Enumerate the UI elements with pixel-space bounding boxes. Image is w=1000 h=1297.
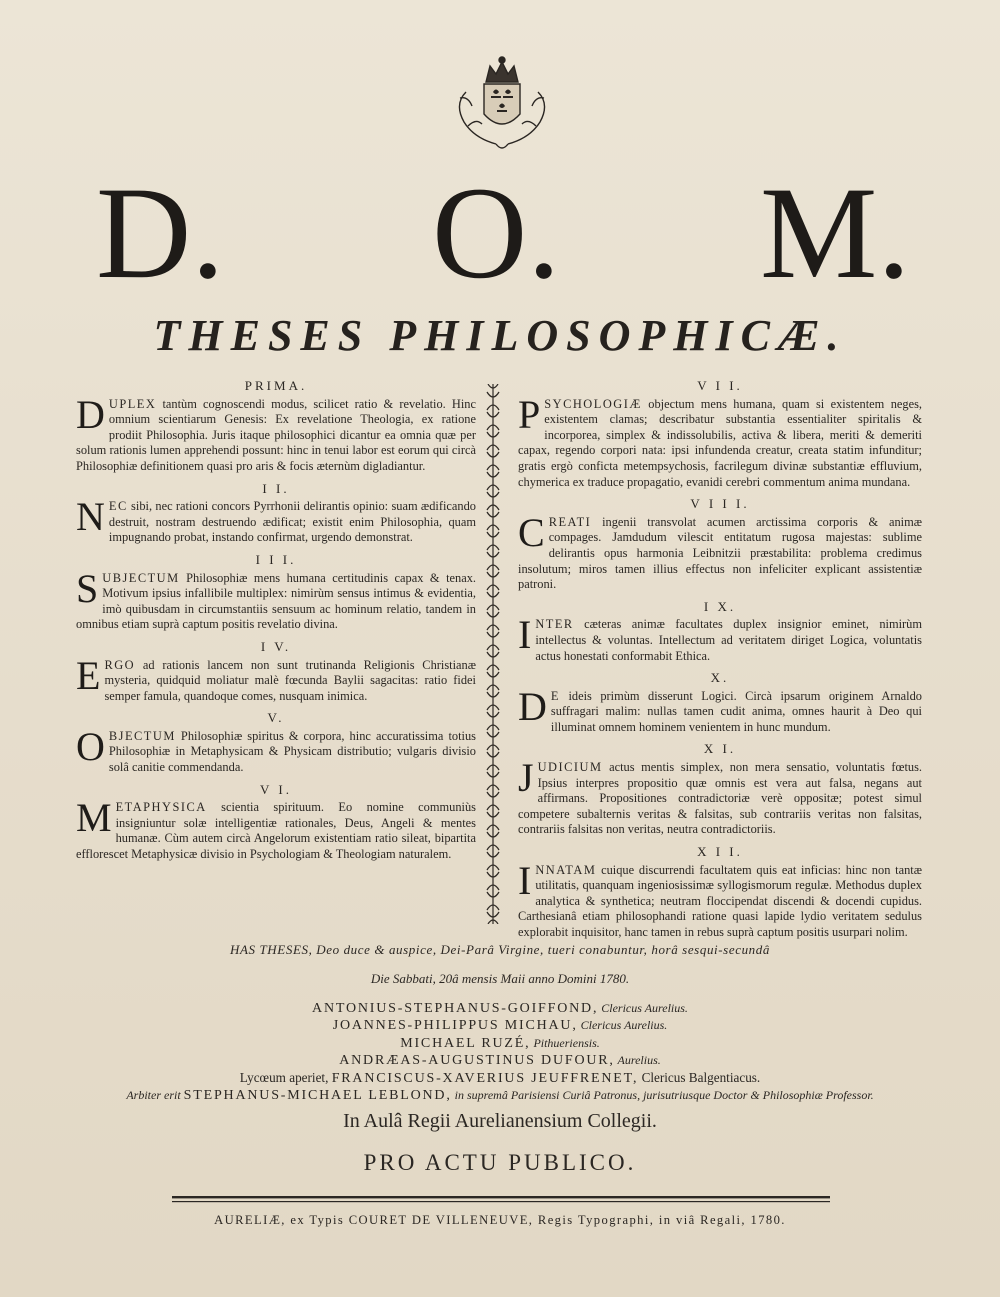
thesis-text: objectum mens humana, quam si existentem neges, existentem clamas; describatur substantia essentialiter spiritalis & incorporea, simplex & indissolubilis, activa & libera, meriti & demeriti capax, regendo corpori nata: ipsi infundenda creatur, creata statim infunditur; gratis ergò conficta metempsychosis, facrilegum divinæ substantiæ effluvium, chymerica ex traduce propagatio, evanidi cerebri commentum anima mundana. bbox=[518, 396, 922, 489]
defendant-name: ANTONIUS-STEPHANUS-GOIFFOND, bbox=[312, 1001, 599, 1016]
defendant-line bbox=[0, 1035, 1000, 1052]
thesis-number: X I I. bbox=[697, 844, 743, 860]
thesis-4 bbox=[76, 639, 476, 704]
defendant-name: JOANNES-PHILIPPUS MICHAU, bbox=[332, 1018, 578, 1034]
thesis-8 bbox=[518, 496, 922, 593]
thesis-number: I I. bbox=[262, 480, 290, 496]
defendant-line bbox=[0, 1052, 1000, 1069]
ornamental-divider-icon bbox=[482, 384, 504, 924]
thesis-1 bbox=[76, 378, 476, 475]
arbiter-line: Arbiter erit STEPHANUS-MICHAEL LEBLOND, in supremâ Parisiensi Curiâ Patronus, jurisutriusque Doctor & Philosophiæ Professor. bbox=[126, 1088, 874, 1104]
lead-word: NTER bbox=[535, 617, 574, 632]
thesis-11 bbox=[518, 741, 922, 838]
defendants-list bbox=[0, 1000, 1000, 1104]
thesis-number: V. bbox=[267, 710, 285, 726]
thesis-text: tantùm cognoscendi modus, scilicet ratio & revelatio. Hinc omnium scientiarum Genesis: Ex revelatione Theologia, ex ratione prodiit Philosophia. Juris itaque philosophici dicantur ea omnia quæ per solum rationis lumen apprehendi possunt: hinc in tenui labor est eorum qui circà Philosophiæ definitionem quasi pro aris & focis æternùm digladiantur. bbox=[76, 396, 476, 473]
defense-statement: HAS THESES, Deo duce & auspice, Dei-Parâ Virgine, tueri conabuntur, horâ sesqui-secundâ bbox=[230, 942, 770, 957]
lead-word: SYCHOLOGIÆ bbox=[544, 396, 642, 411]
drop-cap: I bbox=[518, 612, 532, 658]
thesis-2 bbox=[76, 481, 476, 546]
defendant-name: MICHAEL RUZÉ, bbox=[400, 1035, 531, 1051]
dom-letter-m: M. bbox=[760, 159, 911, 306]
thesis-text: scientia spirituum. Eo nomine communiùs insigniuntur solæ intelligentiæ rationales, Deus, Angeli & mentes humanæ. Cùm autem circà Angelorum existentiam ratio sileat, bipartita efflorescet Metaphysicæ divisio in Psychologiam & Theologiam naturalem. bbox=[76, 800, 476, 862]
drop-cap: E bbox=[76, 652, 101, 698]
thesis-number: I X. bbox=[703, 598, 737, 614]
thesis-number: X I. bbox=[703, 741, 737, 757]
pro-actu-publico: PRO ACTU PUBLICO. bbox=[363, 1150, 637, 1175]
thesis-3 bbox=[76, 552, 476, 633]
royal-arms-emblem-icon bbox=[446, 52, 558, 156]
opener-origin: Clericus Balgentiacus. bbox=[638, 1069, 761, 1085]
thesis-number: PRIMA. bbox=[244, 378, 308, 393]
drop-cap: J bbox=[518, 755, 534, 801]
arbiter-title: in supremâ Parisiensi Curiâ Patronus, jurisutriusque Doctor & Philosophiæ Professor. bbox=[451, 1088, 874, 1103]
defendant-origin: Aurelius. bbox=[614, 1053, 661, 1068]
defendant-origin: Pithueriensis. bbox=[530, 1035, 600, 1050]
thesis-7 bbox=[518, 378, 922, 490]
thesis-text: cuique discurrendi facultatem quis eat inficias: hinc non tantæ utilitatis, quanquam ingeniosissimæ syllogismorum regulæ. Methodus duplex analytica & synthetica; neutram floccipendat discendi & docendi cupidus. Carthesianâ etiam philosophandi ratione quasi lapide lydio veritatem sedulus explorabit inquisitor, hanc tamen in rebus suprà captum positis usurpari nolim. bbox=[518, 862, 922, 939]
drop-cap: D bbox=[76, 391, 105, 437]
lead-word: BJECTUM bbox=[108, 728, 176, 743]
lead-word: UDICIUM bbox=[537, 760, 603, 775]
drop-cap: N bbox=[76, 494, 105, 540]
thesis-9 bbox=[518, 599, 922, 664]
thesis-number: I V. bbox=[260, 638, 292, 654]
defendant-line bbox=[0, 1017, 1000, 1034]
thesis-12 bbox=[518, 844, 922, 941]
printer-imprint: AURELIÆ, ex Typis COURET DE VILLENEUVE, Regis Typographi, in viâ Regali, 1780. bbox=[214, 1213, 786, 1227]
thesis-number: V I I I. bbox=[690, 496, 750, 512]
thesis-text: cæteras animæ facultates duplex insignior eminet, nimirùm intellectus & voluntas. Intellectum ad veritatem diriget Logica, voluntatis actus honestati conformabit Ethica. bbox=[535, 617, 922, 663]
thesis-text: Philosophiæ mens humana certitudinis capax & tenax. Motivum ipsius infallibile multiplex: nimirùm sensus intimus & evidentia, imò quibusdam in circumstantiis sensuum ac hominum relatio, tandem in omnibus etiam suprà captum positis revelatio divina. bbox=[76, 570, 476, 632]
opener-name: FRANCISCUS-XAVERIUS JEUFFRENET, bbox=[331, 1070, 639, 1086]
page-title: THESES PHILOSOPHICÆ. bbox=[153, 311, 847, 360]
drop-cap: M bbox=[76, 795, 112, 841]
defendant-name: ANDRÆAS-AUGUSTINUS DUFOUR, bbox=[339, 1053, 615, 1069]
thesis-10 bbox=[518, 670, 922, 735]
lead-word: ETAPHYSICA bbox=[115, 800, 207, 815]
defendant-origin: Clericus Aurelius. bbox=[577, 1018, 668, 1033]
drop-cap: I bbox=[518, 857, 532, 903]
double-rule-divider bbox=[172, 1195, 830, 1205]
right-column bbox=[518, 378, 922, 947]
dom-letter-d: D. bbox=[96, 159, 225, 306]
thesis-text: Philosophiæ spiritus & corpora, hinc accuratissima totius Philosophiæ in Metaphysicam & Physicam distributio; vulgaris divisio solâ canitie commendanda. bbox=[108, 728, 476, 775]
lead-word: UBJECTUM bbox=[102, 570, 180, 585]
lead-word: RGO bbox=[104, 657, 136, 672]
left-column bbox=[76, 378, 476, 869]
thesis-5 bbox=[76, 710, 476, 775]
lead-word: EC bbox=[108, 499, 128, 514]
lead-word: UPLEX bbox=[108, 396, 157, 411]
drop-cap: P bbox=[518, 391, 541, 437]
defendant-origin: Clericus Aurelius. bbox=[598, 1001, 688, 1015]
thesis-number: I I I. bbox=[255, 551, 297, 567]
drop-cap: S bbox=[76, 565, 99, 611]
thesis-text: ingenii transvolat acumen arctissima corporis & animæ compages. Jamdudum vilescit entitatum rugosa majestas: sublime delirantis opus harmonia Leibnitzii præstabilita: problema credimus insolutum; miros tamen illius effectus non infeliciter explicant assistentiæ patroni. bbox=[518, 514, 922, 592]
thesis-6 bbox=[76, 782, 476, 863]
thesis-number: X. bbox=[710, 670, 730, 686]
lead-word: NNATAM bbox=[535, 862, 597, 877]
venue-line: In Aulâ Regii Aurelianensium Collegii. bbox=[343, 1110, 657, 1132]
arbiter-name: STEPHANUS-MICHAEL LEBLOND, bbox=[183, 1088, 452, 1104]
thesis-number: V I. bbox=[260, 781, 292, 797]
dom-letter-o: O. bbox=[432, 159, 561, 306]
thesis-text: actus mentis simplex, non mera sensatio, voluntatis fœtus. Ipsius interpres propositio quæ omnis est vera aut falsa, negans aut affirmans. Propositiones contradictoriæ verè oppositæ; potest simul competere subalternis veritas & falsitas, sub contrariis veritas non falsitas, contrariis falsitas non veritas, neutra contradictoriis. bbox=[518, 760, 922, 837]
drop-cap: D bbox=[518, 683, 547, 729]
thesis-text: ad rationis lancem non sunt trutinanda Religionis Christianæ mysteria, quidquid moliatur malè fœcunda Baylii sagacitas: ratio fidei semper famula, quandoque comes, nusquam inimica. bbox=[104, 657, 476, 703]
thesis-text: ideis primùm disserunt Logici. Circà ipsarum originem Arnaldo suffragari malim: nullas tamen cudit anima, omnes haurit à Deo qui illuminat omnem hominem venientem in hunc mundum. bbox=[550, 688, 922, 734]
drop-cap: O bbox=[76, 723, 105, 769]
lead-word: E bbox=[550, 688, 560, 703]
defense-date: Die Sabbati, 20â mensis Maii anno Domini 1780. bbox=[370, 971, 630, 986]
thesis-text: sibi, nec rationi concors Pyrrhonii delirantis opinio: suam ædificando destruit, nostram destruendo ædificat; existit enim Philosophia, quam impugnando probat, instando confirmat, urgendo demonstrat. bbox=[108, 499, 476, 545]
drop-cap: C bbox=[518, 509, 545, 555]
thesis-number: V I I. bbox=[697, 378, 743, 393]
dom-letters bbox=[0, 159, 1000, 306]
defendant-line bbox=[0, 1000, 1000, 1017]
opener-line: Lycœum aperiet, FRANCISCUS-XAVERIUS JEUFFRENET, Clericus Balgentiacus. bbox=[239, 1069, 761, 1086]
lead-word: REATI bbox=[548, 514, 592, 529]
